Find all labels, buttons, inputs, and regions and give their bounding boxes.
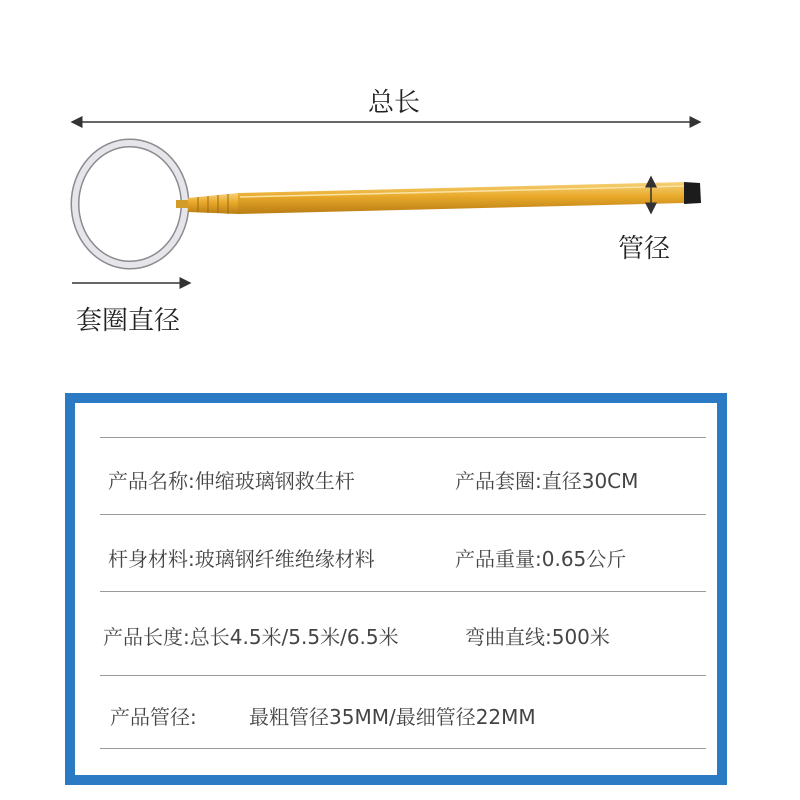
spec-divider	[100, 514, 706, 515]
pole-body	[238, 182, 685, 214]
spec-row-4-right: 最粗管径35MM/最细管径22MM	[249, 705, 536, 729]
product-diagram	[0, 0, 800, 380]
pole-end-cap	[684, 182, 701, 204]
total-length-label: 总长	[368, 88, 421, 118]
spec-row-2-right: 产品重量:0.65公斤	[455, 547, 627, 571]
spec-divider	[100, 675, 706, 676]
spec-divider	[100, 591, 706, 592]
pole-joint	[188, 193, 238, 214]
ring-diameter-label: 套圈直径	[76, 306, 181, 336]
pole-connector	[176, 200, 190, 208]
pipe-diameter-label: 管径	[618, 234, 671, 264]
spec-divider	[100, 437, 706, 438]
spec-row-1-right: 产品套圈:直径30CM	[455, 469, 639, 493]
spec-row-2-left: 杆身材料:玻璃钢纤维绝缘材料	[108, 547, 375, 571]
spec-row-3-left: 产品长度:总长4.5米/5.5米/6.5米	[103, 625, 399, 649]
spec-divider	[100, 748, 706, 749]
spec-row-4-left: 产品管径:	[110, 705, 197, 729]
spec-panel	[65, 393, 727, 785]
spec-row-1-left: 产品名称:伸缩玻璃钢救生杆	[108, 469, 355, 493]
spec-row-3-right: 弯曲直线:500米	[465, 625, 610, 649]
